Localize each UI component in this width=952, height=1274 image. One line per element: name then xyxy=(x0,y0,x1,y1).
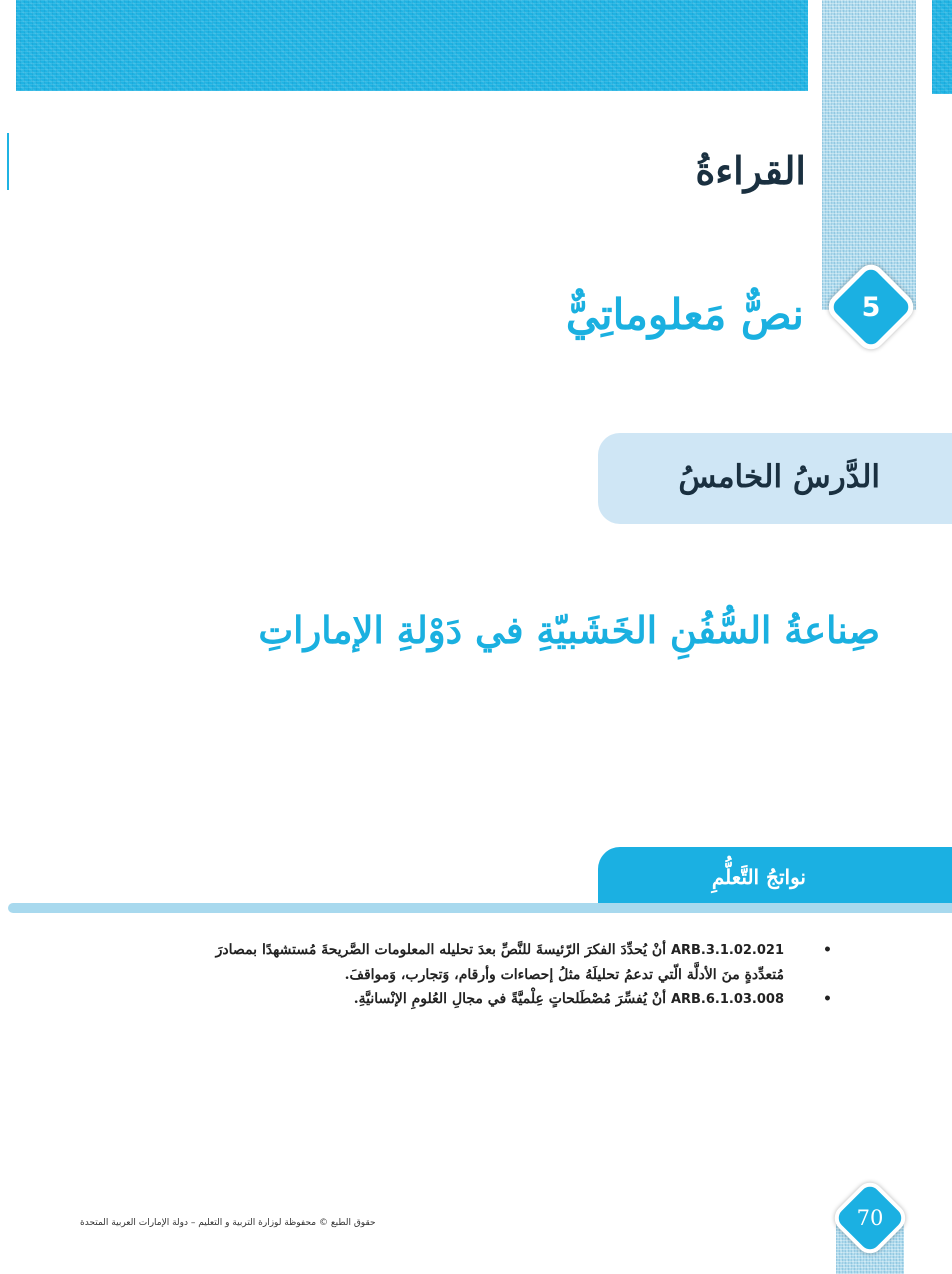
page-number: 70 xyxy=(856,1206,884,1230)
outcome-item xyxy=(192,987,832,1012)
outcome-code: ARB.6.1.03.008 xyxy=(670,992,784,1008)
unit-number-badge xyxy=(826,262,916,352)
lesson-title: صِناعةُ السُّفُنِ الخَشَبيّةِ في دَوْلةِ الإماراتِ xyxy=(258,608,880,652)
lesson-label: الدَّرسُ الخامسُ xyxy=(678,459,880,495)
outcome-text: أنْ يُفسِّرَ مُصْطَلحاتٍ عِلْميَّةً في مجالِ العُلومِ الإنْسانيَّةِ. xyxy=(353,991,667,1008)
outcomes-list xyxy=(192,938,832,1012)
header-banner xyxy=(16,0,808,91)
left-margin-mark xyxy=(7,133,9,190)
outcomes-heading: نواتجُ التَّعلُّمِ xyxy=(711,865,806,889)
header-edge-strip xyxy=(932,0,952,94)
outcome-text: أنْ يُحدِّدَ الفكرَ الرّئيسةَ للنَّصِّ بعدَ تحليله المعلومات الصَّريحةَ مُستشهدًا بمصادرَ مُتعدِّدةٍ منَ الأدلَّة الّتي تدعمُ تحليلَهُ مثلُ إحصاءات وأرقام، وَتجارب، وَمواقفَ. xyxy=(215,942,784,983)
copyright-footer: حقوق الطبع © محفوظة لوزارة التربية و التعليم – دولة الإمارات العربية المتحدة xyxy=(80,1218,376,1228)
bullet-icon: • xyxy=(823,991,832,1008)
outcome-item xyxy=(192,938,832,987)
bullet-icon: • xyxy=(823,942,832,958)
unit-number: 5 xyxy=(861,291,881,323)
unit-title: نصٌّ مَعلوماتِيٌّ xyxy=(565,290,804,339)
section-title: القراءةُ xyxy=(695,148,806,193)
outcomes-divider xyxy=(8,903,952,913)
page-number-badge xyxy=(830,1178,910,1258)
outcome-code: ARB.3.1.02.021 xyxy=(670,943,784,958)
